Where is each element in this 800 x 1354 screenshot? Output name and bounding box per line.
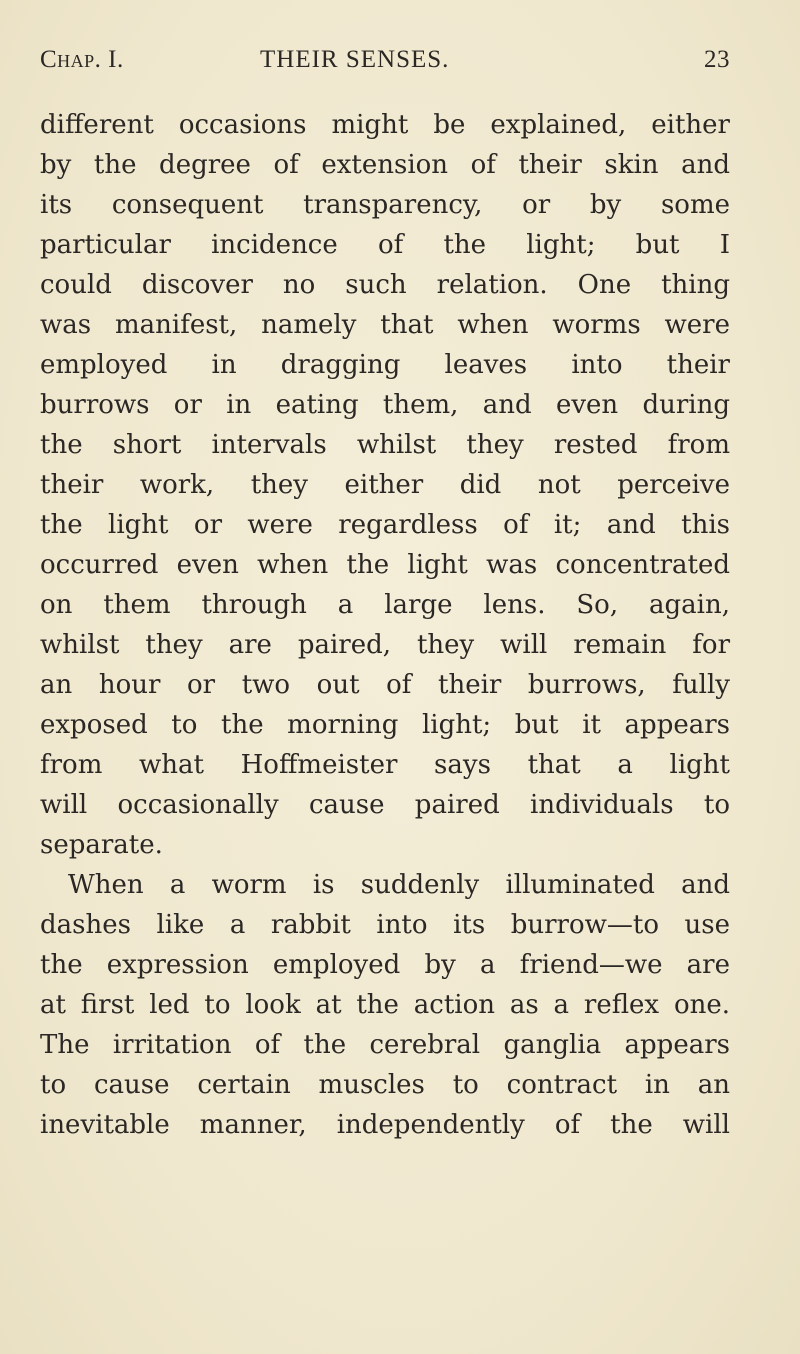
text-line: from what Hoffmeister says that a light xyxy=(40,750,730,780)
text-line: the expression employed by a friend—we are xyxy=(40,950,730,980)
text-line: occurred even when the light was concentrated xyxy=(40,550,730,580)
text-line: inevitable manner, independently of the will xyxy=(40,1110,730,1140)
text-line: could discover no such relation. One thing xyxy=(40,270,730,300)
running-head xyxy=(40,46,730,86)
chapter-label: Chap. I. xyxy=(40,46,124,73)
text-line: an hour or two out of their burrows, fully xyxy=(40,670,730,700)
text-line: the short intervals whilst they rested from xyxy=(40,430,730,460)
text-line: separate. xyxy=(40,830,163,860)
text-line: to cause certain muscles to contract in an xyxy=(40,1070,730,1100)
text-line: on them through a large lens. So, again, xyxy=(40,590,730,620)
text-line: was manifest, namely that when worms were xyxy=(40,310,730,340)
text-line: by the degree of extension of their skin and xyxy=(40,150,730,180)
text-line: different occasions might be explained, either xyxy=(40,110,730,140)
body-text xyxy=(40,105,730,1145)
text-line: burrows or in eating them, and even during xyxy=(40,390,730,420)
text-line: particular incidence of the light; but I xyxy=(40,230,730,260)
text-line: employed in dragging leaves into their xyxy=(40,350,730,380)
paragraph-first-line: When a worm is suddenly illuminated and xyxy=(68,870,730,900)
text-line: its consequent transparency, or by some xyxy=(40,190,730,220)
text-line: whilst they are paired, they will remain for xyxy=(40,630,730,660)
running-title: THEIR SENSES. xyxy=(260,46,450,73)
text-line: the light or were regardless of it; and this xyxy=(40,510,730,540)
text-line: dashes like a rabbit into its burrow—to use xyxy=(40,910,730,940)
text-line: The irritation of the cerebral ganglia appears xyxy=(40,1030,730,1060)
text-line: at first led to look at the action as a reflex one. xyxy=(40,990,730,1020)
page-number: 23 xyxy=(704,46,730,73)
text-line: will occasionally cause paired individuals to xyxy=(40,790,730,820)
text-line: their work, they either did not perceive xyxy=(40,470,730,500)
text-line: exposed to the morning light; but it appears xyxy=(40,710,730,740)
